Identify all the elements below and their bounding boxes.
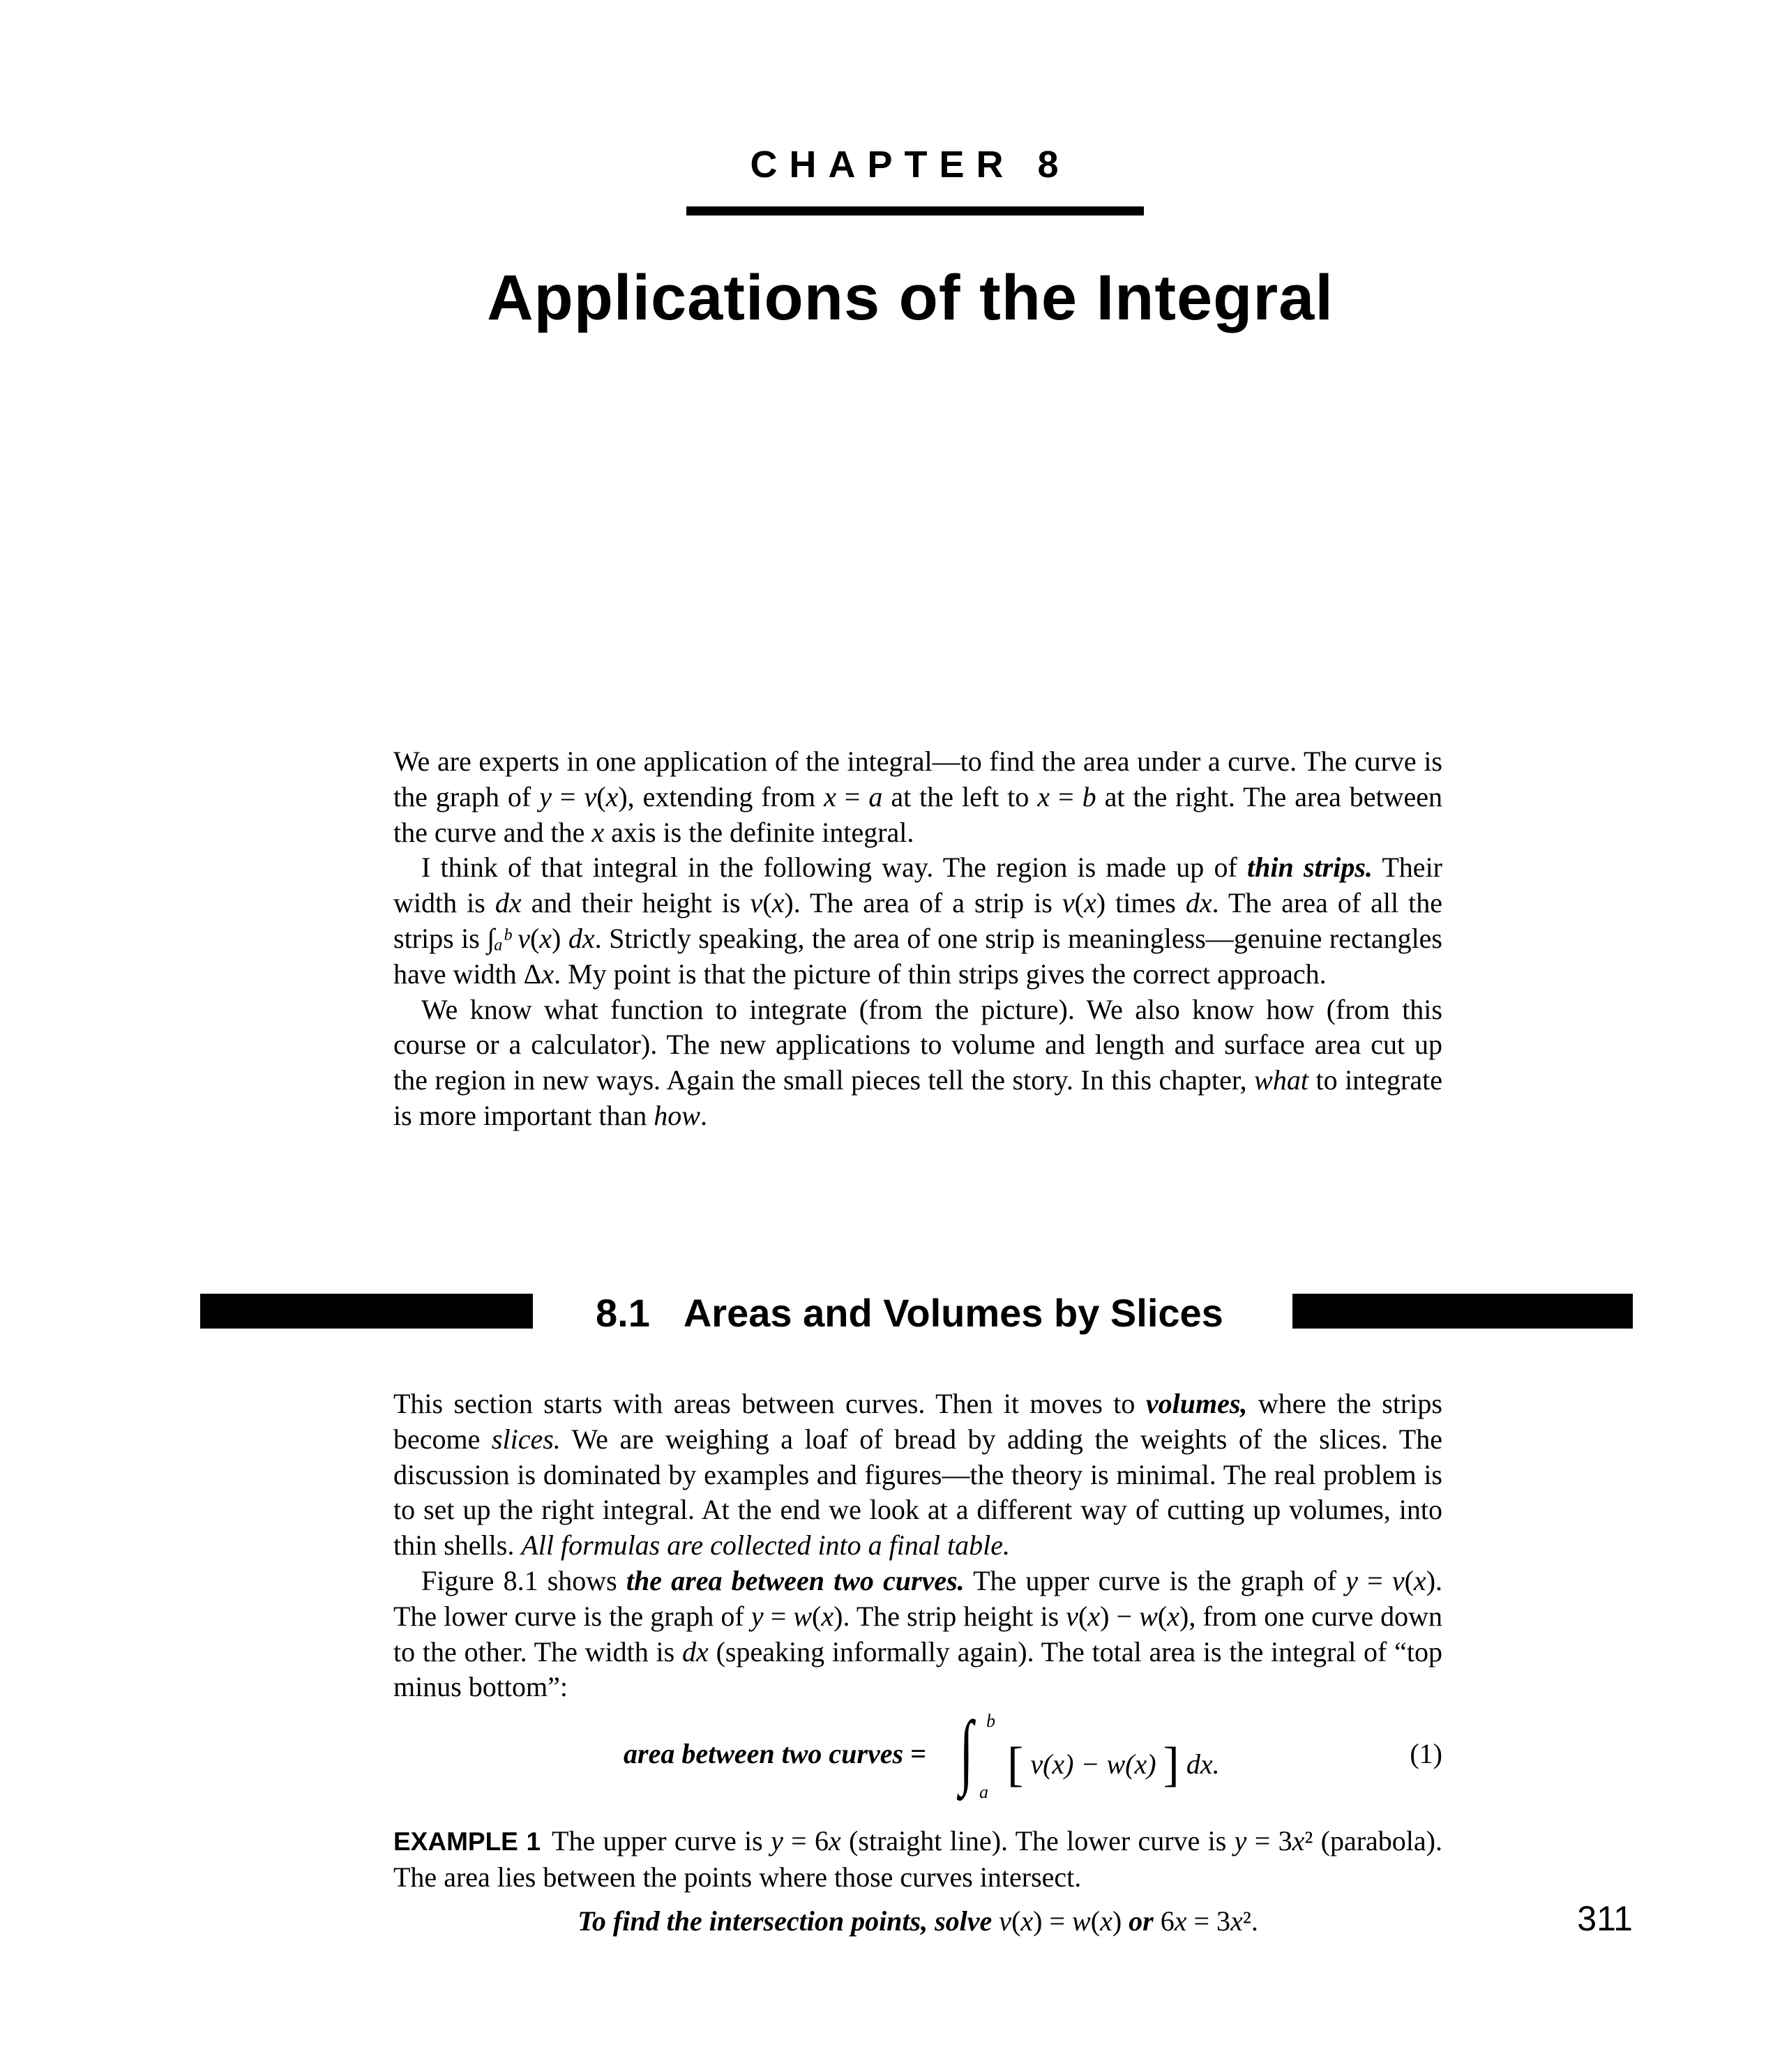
paragraph: [393, 1386, 1442, 1564]
section-text: [393, 1386, 1442, 1705]
lower-bound: a: [979, 1782, 988, 1802]
text-segment: dx: [1185, 887, 1212, 919]
section-bar-left: [200, 1294, 533, 1329]
text-segment: =: [763, 1600, 794, 1632]
text-segment: dx: [682, 1635, 709, 1668]
text-segment: dx: [495, 887, 522, 919]
chapter-rule: [686, 206, 1144, 215]
text-segment: = 3: [1186, 1905, 1231, 1937]
text-segment: (: [1404, 1564, 1414, 1596]
paragraph: [393, 992, 1442, 1134]
text-segment: ) =: [1033, 1905, 1073, 1937]
text-segment: All formulas are collected into a final table.: [521, 1529, 1010, 1561]
equation-lhs: area between two curves =: [624, 1738, 926, 1769]
text-segment: (: [1011, 1905, 1021, 1937]
text-segment: y: [539, 780, 552, 812]
text-segment: ².: [1242, 1905, 1258, 1937]
text-segment: The upper curve is the graph of: [964, 1564, 1346, 1596]
text-segment: =: [1050, 780, 1082, 812]
text-segment: x: [1174, 1905, 1187, 1937]
text-segment: at the right. The area between the curve and the: [393, 780, 1443, 848]
text-segment: v: [999, 1905, 1012, 1937]
text-segment: x: [1413, 1564, 1426, 1596]
text-segment: Figure 8.1 shows: [421, 1564, 626, 1596]
text-segment: where the strips become: [393, 1388, 1442, 1455]
text-segment: This section starts with areas between curves. Then it moves to: [393, 1388, 1146, 1419]
text-segment: ² (parabola). The area lies between the points where those curves intersect.: [393, 1825, 1442, 1893]
text-segment: at the left to: [882, 780, 1038, 812]
text-segment: (: [1074, 887, 1084, 919]
text-segment: w: [1072, 1905, 1091, 1937]
section-number: 8.1: [596, 1291, 650, 1335]
text-segment: . Strictly speaking, the area of one strip is meaningless—genuine rectangles have width Δ: [393, 922, 1443, 990]
text-segment: a: [868, 780, 883, 812]
text-segment: volumes,: [1145, 1388, 1248, 1419]
text-segment: ₐᵇ: [495, 922, 511, 954]
example-label: EXAMPLE 1: [393, 1827, 541, 1856]
text-segment: . My point is that the picture of thin strips gives the correct approach.: [554, 958, 1327, 990]
text-segment: x: [591, 816, 605, 848]
paragraph: [393, 1564, 1442, 1705]
text-segment: (: [1157, 1600, 1168, 1632]
chapter-label: CHAPTER 8: [750, 144, 1071, 186]
example-1: [393, 1824, 1442, 1896]
differential: dx.: [1186, 1748, 1220, 1780]
text-segment: (: [812, 1600, 822, 1632]
text-segment: We know what function to integrate (from the picture). We also know how (from this course or a calculator). The new applications to volume and length and surface area cut up the region in new ways. Again the small pieces tell the story. In this chapter,: [393, 993, 1442, 1096]
text-segment: x: [1167, 1600, 1180, 1632]
text-segment: (straight line). The lower curve is: [840, 1825, 1235, 1857]
text-segment: I think of that integral in the following way. The region is made up of: [421, 852, 1248, 884]
text-segment: slices.: [491, 1423, 561, 1455]
text-segment: =: [836, 780, 869, 812]
text-segment: v: [1391, 1564, 1405, 1596]
text-segment: ) times: [1096, 887, 1186, 919]
text-segment: ), from one curve down to the other. The width is: [393, 1600, 1443, 1668]
paragraph: [393, 850, 1442, 992]
text-segment: x: [824, 780, 836, 812]
text-segment: x: [1020, 1905, 1034, 1937]
paragraph: [393, 744, 1442, 850]
text-segment: y: [1234, 1825, 1247, 1857]
text-segment: (speaking informally again). The total area is the integral of “top minus bottom”:: [393, 1635, 1442, 1703]
text-segment: ): [1112, 1905, 1129, 1937]
section-title: Areas and Volumes by Slices: [683, 1291, 1223, 1335]
example-text: [393, 1825, 1442, 1893]
text-segment: We are experts in one application of the integral—to find the area under a curve. The curve is the graph of: [393, 746, 1442, 812]
integrand-text: v(x) − w(x): [1030, 1748, 1156, 1780]
text-segment: v: [584, 780, 597, 812]
text-segment: to integrate is more important than: [393, 1064, 1442, 1131]
text-segment: (: [1078, 1600, 1088, 1632]
text-segment: . The area of all the strips is ∫: [393, 887, 1442, 954]
text-segment: x: [821, 1600, 834, 1632]
equation-number: (1): [1410, 1738, 1442, 1769]
text-segment: v: [1062, 887, 1075, 919]
text-segment: Their width is: [393, 852, 1442, 919]
text-segment: ). The area of a strip is: [784, 887, 1062, 919]
text-segment: 6: [1153, 1905, 1175, 1937]
text-segment: v: [1066, 1600, 1079, 1632]
text-segment: ), extending from: [618, 780, 824, 812]
text-segment: y: [750, 1600, 764, 1632]
text-segment: b: [1082, 780, 1096, 812]
text-segment: w: [793, 1600, 813, 1632]
text-segment: = 3: [1246, 1825, 1292, 1857]
text-segment: We are weighing a loaf of bread by adding the weights of the slices. The discussion is dominated by examples and figures—the theory is minimal. The real problem is to set up the right integral. At the end we look at a different way of cutting up volumes, into thin shells.: [393, 1423, 1442, 1561]
text-segment: v: [750, 887, 763, 919]
text-segment: x: [1084, 887, 1096, 919]
text-segment: The upper curve is: [552, 1825, 771, 1857]
text-segment: axis is the definite integral.: [604, 816, 914, 848]
text-segment: y: [1345, 1564, 1358, 1596]
text-segment: and their height is: [521, 887, 750, 919]
text-segment: the area between two curves.: [626, 1564, 965, 1596]
text-segment: ) −: [1100, 1600, 1140, 1632]
text-segment: ): [552, 922, 568, 954]
text-segment: how: [654, 1099, 700, 1131]
section-bar-right: [1292, 1294, 1633, 1329]
text-segment: dx: [568, 922, 595, 954]
text-segment: (: [762, 887, 772, 919]
text-segment: thin strips.: [1247, 852, 1373, 884]
text-segment: ). The lower curve is the graph of: [393, 1564, 1443, 1632]
text-segment: what: [1254, 1064, 1308, 1096]
text-segment: x: [605, 780, 619, 812]
integral-sign: ∫: [959, 1704, 974, 1797]
text-segment: x: [1087, 1600, 1101, 1632]
text-segment: x: [539, 922, 552, 954]
text-segment: (: [596, 780, 606, 812]
text-segment: (: [1090, 1905, 1101, 1937]
chapter-title: Applications of the Integral: [487, 262, 1334, 333]
upper-bound: b: [986, 1711, 995, 1731]
text-segment: x: [1230, 1905, 1243, 1937]
equation-1: [393, 1704, 1442, 1803]
text-segment: y: [771, 1825, 783, 1857]
text-segment: w: [1139, 1600, 1158, 1632]
text-segment: (: [529, 922, 540, 954]
intro-text: [393, 744, 1442, 1134]
text-segment: To find the intersection points, solve: [578, 1905, 999, 1937]
instruction-line: [393, 1904, 1442, 1939]
text-segment: ). The strip height is: [833, 1600, 1066, 1632]
integrand: [ v(x) − w(x) ] dx.: [1007, 1738, 1220, 1792]
text-segment: x: [1100, 1905, 1112, 1937]
section-heading: [596, 1289, 1223, 1338]
text-segment: = 6: [783, 1825, 829, 1857]
text-segment: =: [1357, 1564, 1392, 1596]
text-segment: x: [541, 958, 554, 990]
page-number: 311: [1577, 1899, 1633, 1938]
text-segment: x: [829, 1825, 841, 1857]
text-segment: x: [771, 887, 785, 919]
text-segment: x: [1292, 1825, 1305, 1857]
text-segment: [511, 923, 518, 954]
text-segment: x: [1037, 780, 1050, 812]
text-segment: v: [518, 922, 530, 954]
text-segment: .: [700, 1099, 707, 1131]
text-segment: or: [1129, 1905, 1154, 1937]
text-segment: =: [551, 780, 584, 812]
